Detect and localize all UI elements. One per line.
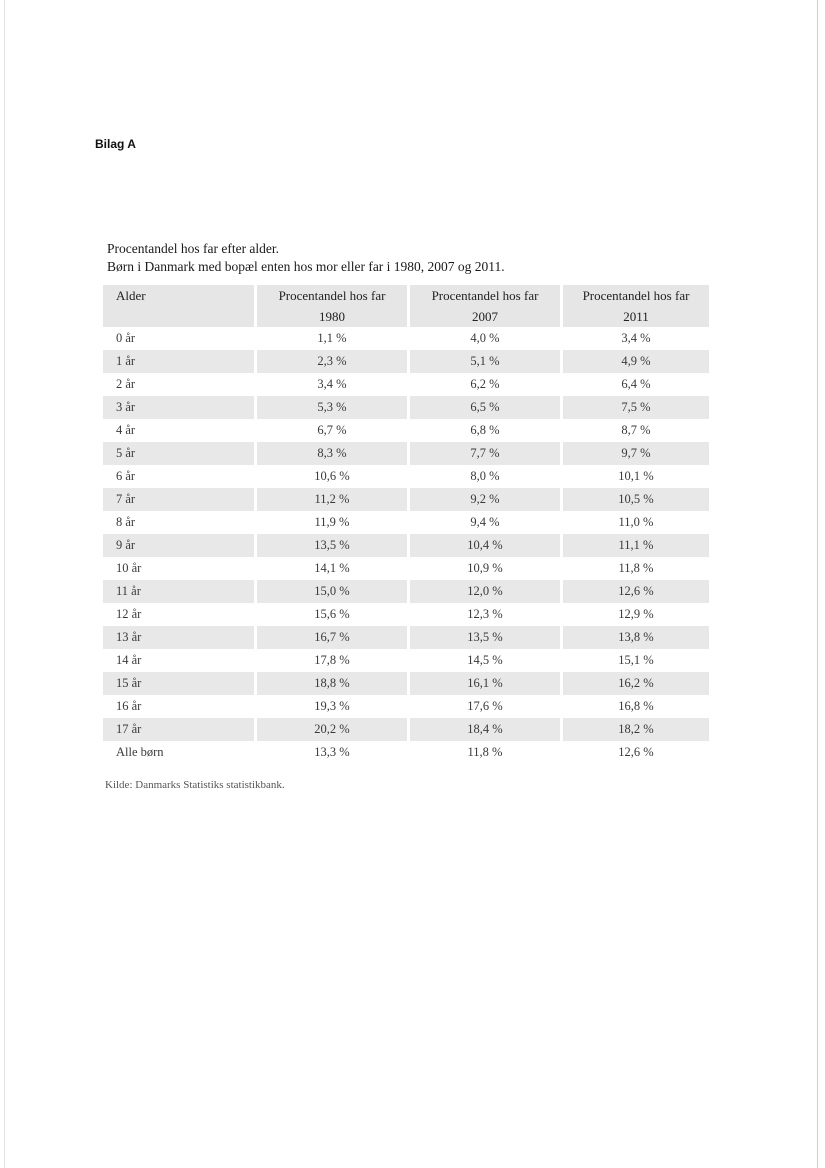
table-title — [107, 240, 505, 276]
cell-age: 1 år — [103, 350, 254, 373]
cell-2011: 18,2 % — [563, 718, 709, 741]
source-note: Kilde: Danmarks Statistiks statistikbank. — [105, 779, 285, 791]
cell-2011: 11,1 % — [563, 534, 709, 557]
cell-1980: 5,3 % — [257, 396, 407, 419]
cell-1980: 15,6 % — [314, 607, 350, 621]
table-header-row — [103, 285, 709, 327]
table-row — [103, 695, 709, 718]
cell-2011: 10,5 % — [563, 488, 709, 511]
table-row — [103, 534, 709, 557]
header-age: Alder — [103, 285, 254, 327]
cell-1980: 15,0 % — [257, 580, 407, 603]
table-row — [103, 442, 709, 465]
table-row — [103, 373, 709, 396]
cell-2011: 12,6 % — [563, 580, 709, 603]
cell-age: 13 år — [103, 626, 254, 649]
cell-1980: 10,6 % — [314, 469, 350, 483]
table-row — [103, 741, 709, 764]
cell-age: 3 år — [103, 396, 254, 419]
cell-2007: 16,1 % — [410, 672, 560, 695]
table-row — [103, 672, 709, 695]
cell-2011: 15,1 % — [618, 653, 654, 667]
table-row — [103, 718, 709, 741]
cell-2011: 4,9 % — [563, 350, 709, 373]
cell-2011: 13,8 % — [563, 626, 709, 649]
cell-1980: 13,3 % — [314, 745, 350, 759]
header-1980: Procentandel hos far 1980 — [257, 285, 407, 327]
cell-2011: 9,7 % — [563, 442, 709, 465]
cell-2007: 7,7 % — [410, 442, 560, 465]
cell-1980: 2,3 % — [257, 350, 407, 373]
cell-age: 5 år — [103, 442, 254, 465]
cell-2007: 18,4 % — [410, 718, 560, 741]
cell-2011: 11,8 % — [618, 561, 654, 575]
table-row — [103, 396, 709, 419]
table-row — [103, 557, 709, 580]
cell-age: 15 år — [103, 672, 254, 695]
cell-2007: 5,1 % — [410, 350, 560, 373]
cell-age: 12 år — [116, 607, 142, 621]
table-row — [103, 465, 709, 488]
cell-2007: 12,3 % — [467, 607, 503, 621]
table-row — [103, 580, 709, 603]
cell-2007: 11,8 % — [467, 745, 503, 759]
cell-age: 11 år — [103, 580, 254, 603]
table-title-line-1: Procentandel hos far efter alder. — [107, 241, 280, 256]
cell-1980: 11,9 % — [314, 515, 350, 529]
cell-age: 10 år — [116, 561, 142, 575]
cell-1980: 19,3 % — [314, 699, 350, 713]
cell-2011: 12,6 % — [618, 745, 654, 759]
cell-2007: 14,5 % — [467, 653, 503, 667]
header-2007: Procentandel hos far 2007 — [410, 285, 560, 327]
table-row — [103, 603, 709, 626]
cell-1980: 6,7 % — [317, 423, 347, 437]
cell-2011: 8,7 % — [621, 423, 651, 437]
cell-2007: 9,4 % — [470, 515, 500, 529]
cell-2011: 6,4 % — [621, 377, 651, 391]
cell-2007: 10,9 % — [467, 561, 503, 575]
cell-2011: 16,2 % — [563, 672, 709, 695]
cell-1980: 11,2 % — [257, 488, 407, 511]
table-row — [103, 419, 709, 442]
table-body — [103, 327, 709, 764]
cell-2007: 6,8 % — [470, 423, 500, 437]
header-2011: Procentandel hos far 2011 — [563, 285, 709, 327]
cell-2007: 4,0 % — [470, 331, 500, 345]
statistics-table — [103, 285, 709, 764]
table-title-line-2: Børn i Danmark med bopæl enten hos mor eller far i 1980, 2007 og 2011. — [107, 259, 505, 274]
cell-2011: 10,1 % — [618, 469, 654, 483]
cell-2011: 3,4 % — [621, 331, 651, 345]
cell-2011: 7,5 % — [563, 396, 709, 419]
cell-2011: 11,0 % — [618, 515, 654, 529]
table-row — [103, 350, 709, 373]
cell-1980: 14,1 % — [314, 561, 350, 575]
cell-2007: 12,0 % — [410, 580, 560, 603]
cell-age: Alle børn — [116, 745, 164, 759]
cell-2011: 16,8 % — [618, 699, 654, 713]
scan-edge-left — [4, 0, 5, 1168]
cell-2011: 12,9 % — [618, 607, 654, 621]
cell-1980: 8,3 % — [257, 442, 407, 465]
cell-1980: 1,1 % — [317, 331, 347, 345]
cell-1980: 3,4 % — [317, 377, 347, 391]
cell-age: 8 år — [116, 515, 136, 529]
cell-age: 7 år — [103, 488, 254, 511]
page-heading: Bilag A — [95, 137, 136, 151]
cell-1980: 16,7 % — [257, 626, 407, 649]
cell-age: 0 år — [116, 331, 136, 345]
cell-2007: 17,6 % — [467, 699, 503, 713]
table-row — [103, 626, 709, 649]
cell-1980: 20,2 % — [257, 718, 407, 741]
cell-age: 6 år — [116, 469, 136, 483]
cell-1980: 13,5 % — [257, 534, 407, 557]
cell-age: 17 år — [103, 718, 254, 741]
cell-2007: 13,5 % — [410, 626, 560, 649]
cell-2007: 6,5 % — [410, 396, 560, 419]
cell-1980: 17,8 % — [314, 653, 350, 667]
cell-age: 9 år — [103, 534, 254, 557]
cell-age: 4 år — [116, 423, 136, 437]
cell-age: 2 år — [116, 377, 136, 391]
scan-edge-right — [817, 0, 818, 1168]
table-row — [103, 649, 709, 672]
cell-2007: 9,2 % — [410, 488, 560, 511]
cell-2007: 10,4 % — [410, 534, 560, 557]
table-row — [103, 488, 709, 511]
table-row — [103, 511, 709, 534]
table-row — [103, 327, 709, 350]
cell-2007: 6,2 % — [470, 377, 500, 391]
cell-age: 14 år — [116, 653, 142, 667]
cell-age: 16 år — [116, 699, 142, 713]
cell-1980: 18,8 % — [257, 672, 407, 695]
cell-2007: 8,0 % — [470, 469, 500, 483]
